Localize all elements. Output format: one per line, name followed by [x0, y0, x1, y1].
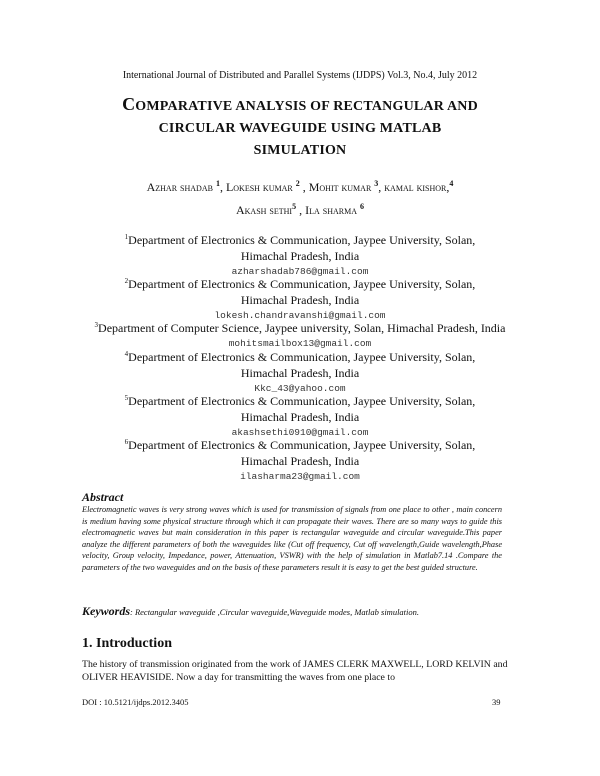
author-name: Mohit kumar [308, 180, 372, 194]
email-link[interactable]: akashsethi0910@gmail.com [231, 427, 369, 438]
doi-footer: DOI : 10.5121/ijdps.2012.3405 [82, 697, 189, 707]
affiliation-line: Himachal Pradesh, India [240, 454, 360, 468]
affiliation-line: Department of Electronics & Communication, Jaypee University, Solan, [128, 350, 476, 364]
email-link[interactable]: ilasharma23@gmail.com [240, 471, 360, 482]
affiliation-line: Himachal Pradesh, India [240, 293, 360, 307]
affiliation-sup: 2 [124, 277, 129, 285]
page-number: 39 [492, 697, 501, 707]
email-link[interactable]: azharshadab786@gmail.com [231, 266, 369, 277]
author-sup: 6 [360, 202, 364, 211]
author-name: Azhar shadab [146, 180, 213, 194]
affiliation-sup: 3 [94, 321, 99, 329]
author-list: Azhar shadab $^1$, Lokesh kumar $^2$ , Mohit kumar $^3$, kamal kishor,$^4$ Akash sethi$^5$ , Ila sharma $^6$ [146, 179, 454, 217]
author-name: Ila sharma [305, 203, 357, 217]
author-name: Akash sethi [235, 203, 293, 217]
affiliation-line: Department of Electronics & Communication, Jaypee University, Solan, [128, 233, 476, 247]
keywords [82, 604, 522, 619]
keywords-heading: Keywords [82, 604, 130, 618]
author-name: kamal kishor, [384, 180, 450, 194]
email-link[interactable]: mohitsmailbox13@gmail.com [228, 338, 372, 349]
author-sup: 5 [292, 202, 297, 211]
title-line-2: CIRCULAR WAVEGUIDE USING MATLAB [158, 121, 442, 136]
email-link[interactable]: Kkc_43@yahoo.com [254, 383, 346, 394]
title-line-3: SIMULATION [253, 143, 347, 158]
affiliation-sup: 4 [124, 350, 129, 358]
journal-header: International Journal of Distributed and Parallel Systems (IJDPS) Vol.3, No.4, July 2012 [122, 70, 478, 81]
title-initial: C [122, 94, 136, 114]
introduction-body: The history of transmission originated from the work of JAMES CLERK MAXWELL, LORD KELVIN and OLIVER HEAVISIDE. Now a day for transmitting the waves from one place to [82, 659, 508, 683]
author-sup: 1 [215, 179, 220, 188]
affiliation-line: Department of Computer Science, Jaypee university, Solan, Himachal Pradesh, India [98, 321, 506, 335]
title-line-1: OMPARATIVE ANALYSIS OF RECTANGULAR AND [135, 99, 478, 114]
affiliation-sup: 5 [124, 394, 129, 402]
abstract-heading: Abstract [82, 490, 124, 504]
affiliation-line: Department of Electronics & Communication, Jaypee University, Solan, [128, 277, 476, 291]
abstract-body: Electromagnetic waves is very strong waves which is used for transmission of signals from one place to other , main concern is medium having some physical structure through which it can propagate their waves. There are so many ways to guide this electromagnetic waves but main consideration in this paper is rectangular waveguide and circular waveguide.This paper analyze the different parameters of both the waveguides like (Cut off frequency, Cut off wavelength,Guide wavelength,Phase velocity, Group velocity, Impedance, power, Attenuation, VSWR) with the help of simulation in Matlab7.14 .Compare the parameters of the two waveguides and on the basis of these parameters result it is easy to get the best guided structure. [82, 505, 502, 572]
author-sup: 2 [295, 179, 300, 188]
affiliation-line: Department of Electronics & Communication, Jaypee University, Solan, [128, 394, 476, 408]
affiliation-6 [80, 434, 520, 485]
affiliation-line: Himachal Pradesh, India [240, 366, 360, 380]
paper-title [80, 93, 520, 162]
section-heading-introduction: 1. Introduction [82, 636, 172, 651]
affiliation-sup: 6 [124, 438, 129, 446]
author-sup: 4 [449, 179, 454, 188]
author-name: Lokesh kumar [225, 180, 293, 194]
affiliation-line: Himachal Pradesh, India [240, 410, 360, 424]
affiliation-sup: 1 [124, 233, 129, 241]
author-sup: 3 [374, 179, 379, 188]
email-link[interactable]: lokesh.chandravanshi@gmail.com [214, 310, 386, 321]
keywords-text: : Rectangular waveguide ,Circular waveguide,Waveguide modes, Matlab simulation. [130, 607, 420, 617]
affiliation-line: Himachal Pradesh, India [240, 249, 360, 263]
affiliation-line: Department of Electronics & Communication, Jaypee University, Solan, [128, 438, 476, 452]
